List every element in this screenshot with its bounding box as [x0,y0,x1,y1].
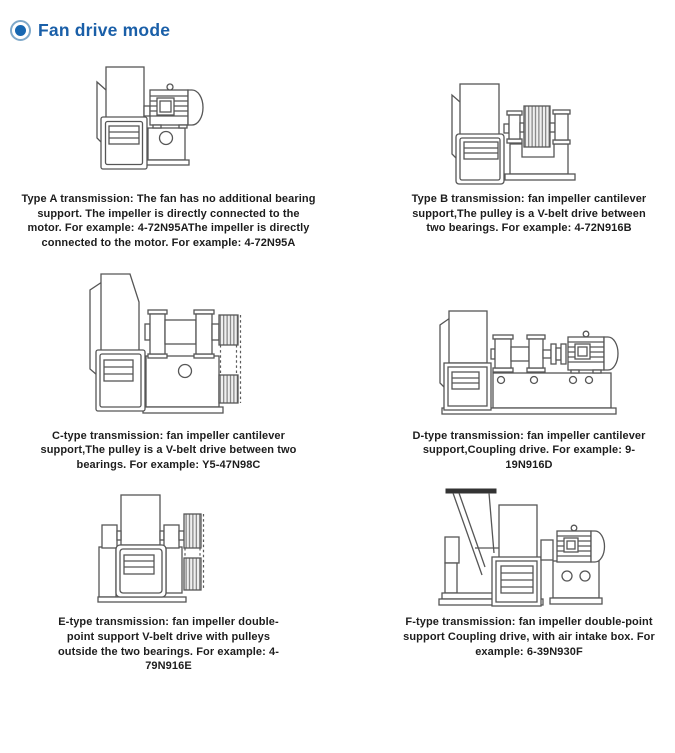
shaft [165,320,196,344]
fan-housing [492,557,541,606]
support-post [99,547,116,597]
base-plate [98,597,186,602]
outlet-duct [449,311,487,363]
v-belt-pulley [184,558,201,590]
transmission-grid [0,46,675,674]
caption-type-b: Type B transmission: fan impeller cantilever support,The pulley is a V-belt drive between two bearings. For example: 4-72N916B [411,193,647,235]
card-type-a [0,46,337,251]
bullet-dot [15,25,26,36]
outlet-duct [499,505,537,560]
page-title: Fan drive mode [38,19,171,40]
outlet-duct [101,274,139,352]
v-belt-pulley [219,315,238,345]
bullet-ring-icon [10,20,31,41]
type-d-diagram [437,303,622,415]
base-block [143,356,223,413]
card-type-d [337,251,675,473]
v-belt-pulley [219,375,238,403]
v-belt-pulley [524,106,550,147]
bearing-block [160,525,184,548]
figure-type-a [0,62,337,187]
figure-type-e [0,486,337,610]
figure-type-b [383,62,675,187]
type-b-diagram [442,82,617,187]
outlet-duct [121,495,160,545]
card-type-f [337,472,675,674]
type-e-diagram [96,488,241,610]
shaft [541,540,553,560]
shaft [543,350,551,358]
caption-type-a: Type A transmission: The fan has no additional bearing support. The impeller is directly connected to the motor. For example: 4-72N95AThe impeller is directly connected to the motor. For example: 4-72N95A [21,193,316,249]
bearing-block [148,310,167,358]
fan-housing [96,350,145,411]
bearing-block [553,110,570,144]
bearing-block [194,310,214,358]
shaft [145,324,150,340]
card-type-c [0,251,337,473]
support-post [445,537,459,593]
caption-type-e: E-type transmission: fan impeller double-point support V-belt drive with pulleys outside the two bearings. For example: 4-79N916E [57,616,280,673]
coupling [551,344,566,364]
section-header [0,0,675,46]
bearing-block [102,525,121,548]
figure-type-d [383,267,675,415]
shaft [550,123,555,132]
shaft [504,124,509,133]
caption-type-d: D-type transmission: fan impeller cantilever support,Coupling drive. For example: 9-19N916D [412,429,646,471]
card-type-b [337,46,675,251]
fan-housing [456,134,504,184]
shaft [144,106,150,116]
outlet-duct [106,67,144,122]
caption-type-c: C-type transmission: fan impeller cantilever support,The pulley is a V-belt drive between two bearings. For example: Y5-47N98C [40,429,297,471]
type-f-diagram [437,485,622,610]
motor [557,526,605,563]
card-type-e [0,472,337,674]
caption-type-f: F-type transmission: fan impeller double-point support Coupling drive, with air intake box. For example: 6-39N930F [403,616,655,658]
motor [568,331,618,373]
fan-housing [116,545,166,597]
motor [150,84,203,128]
v-belt-pulley [184,514,201,548]
support-post [166,547,182,593]
outlet-duct [460,84,499,135]
figure-type-c [0,267,337,415]
pedestal-base [505,144,575,180]
type-c-diagram [86,272,251,415]
shaft [511,347,529,361]
fan-housing [101,117,147,169]
fan-housing [444,363,491,410]
figure-type-f [383,486,675,610]
bearing-block [527,335,545,372]
type-a-diagram [84,62,254,187]
pedestal-base [145,128,189,165]
bearing-block [493,335,513,372]
shaft [212,324,219,340]
motor-base [550,561,602,604]
